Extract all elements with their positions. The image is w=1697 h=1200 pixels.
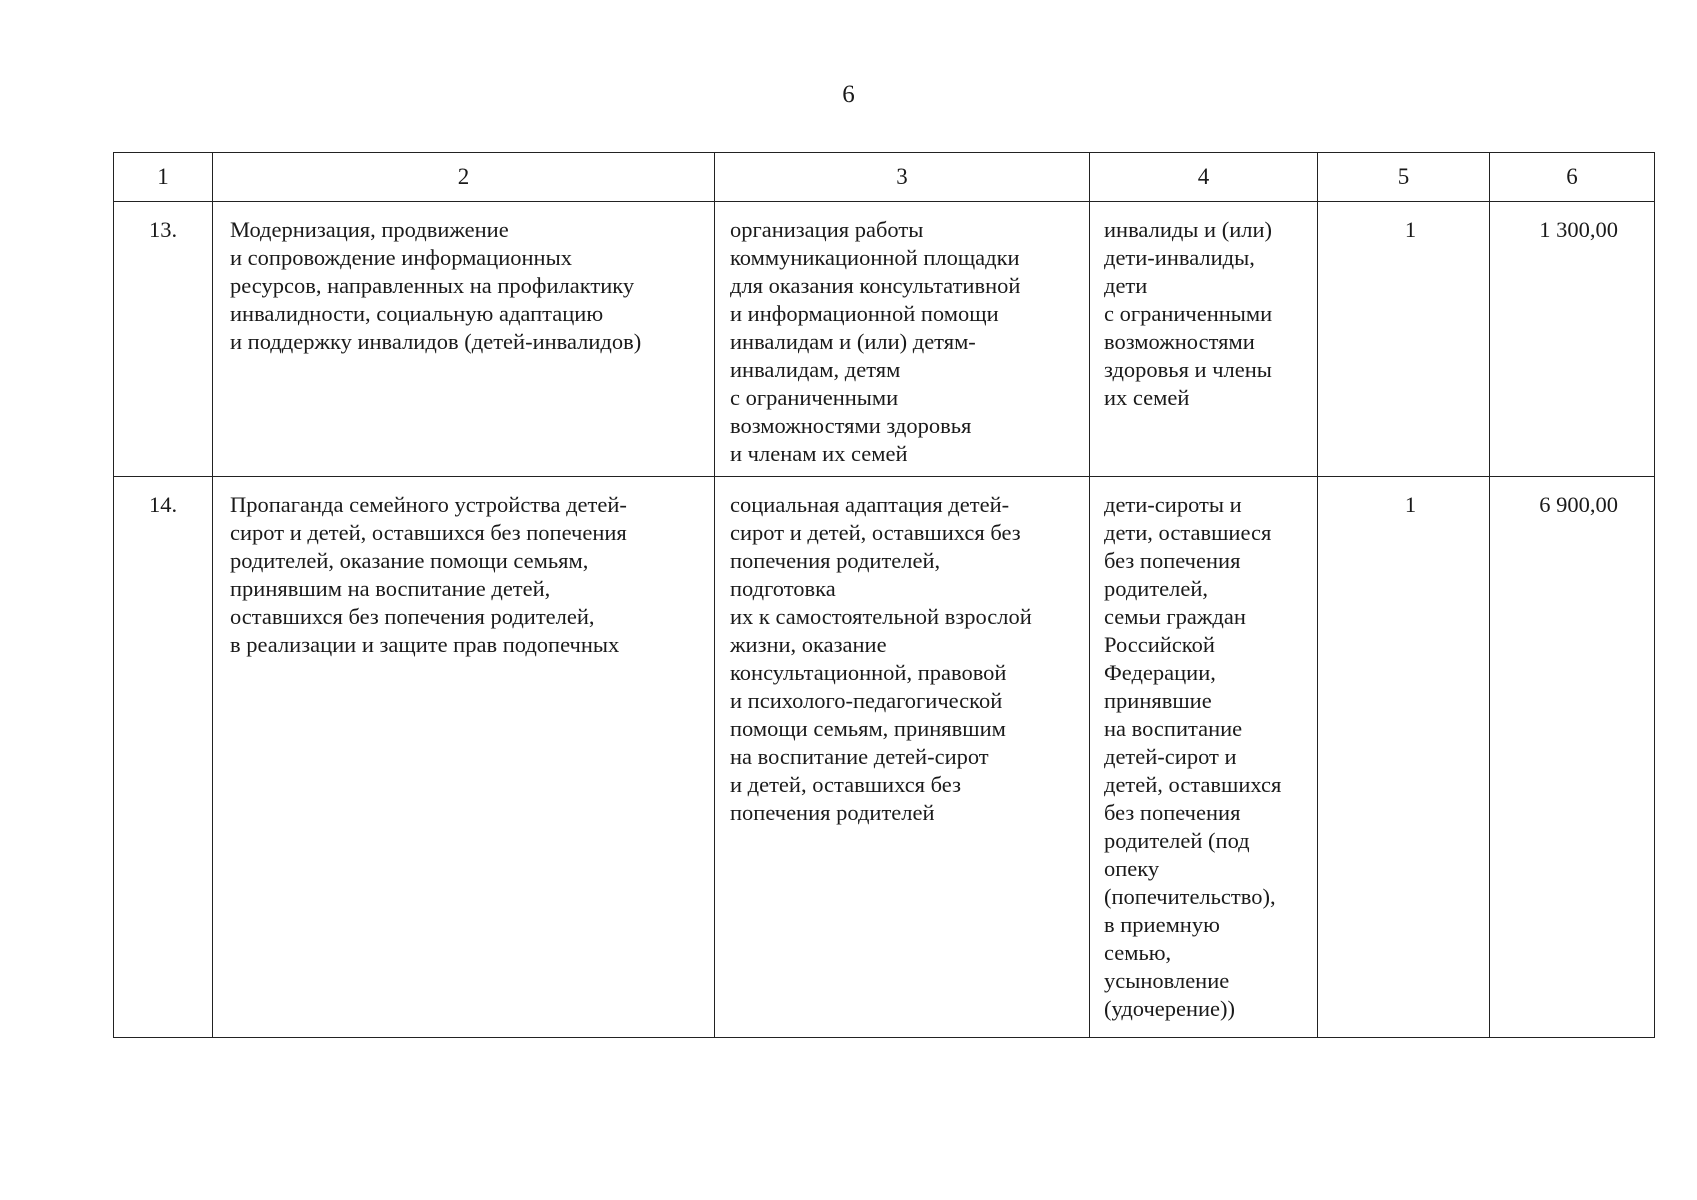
column-header: 4 xyxy=(1090,153,1318,202)
column-header: 3 xyxy=(715,153,1090,202)
column-header: 6 xyxy=(1490,153,1655,202)
table-header-row xyxy=(114,153,1655,202)
target-group-cell: дети-сироты и дети, оставшиеся без попечения родителей, семьи граждан Российской Федерации, принявшие на воспитание детей-сирот и детей, оставшихся без попечения родителей (под опеку (попечительство), в приемную семью, усыновление (удочерение)) xyxy=(1090,477,1318,1038)
table-row xyxy=(114,202,1655,477)
table-row xyxy=(114,477,1655,1038)
row-number-cell: 13. xyxy=(114,202,213,477)
count-cell: 1 xyxy=(1318,202,1490,477)
column-header: 1 xyxy=(114,153,213,202)
activity-content-cell: социальная адаптация детей- сирот и детей, оставшихся без попечения родителей, подготовка их к самостоятельной взрослой жизни, оказание консультационной, правовой и психолого-педагогической помощи семьям, принявшим на воспитание детей-сирот и детей, оставшихся без попечения родителей xyxy=(715,477,1090,1038)
column-header: 2 xyxy=(213,153,715,202)
activity-name-cell: Пропаганда семейного устройства детей- сирот и детей, оставшихся без попечения родителей, оказание помощи семьям, принявшим на воспитание детей, оставшихся без попечения родителей, в реализации и защите прав подопечных xyxy=(213,477,715,1038)
column-header: 5 xyxy=(1318,153,1490,202)
page-number: 6 xyxy=(842,81,855,108)
row-number-cell: 14. xyxy=(114,477,213,1038)
data-table xyxy=(113,152,1655,1038)
amount-cell: 6 900,00 xyxy=(1490,477,1655,1038)
target-group-cell: инвалиды и (или) дети-инвалиды, дети с ограниченными возможностями здоровья и члены их семей xyxy=(1090,202,1318,477)
amount-cell: 1 300,00 xyxy=(1490,202,1655,477)
activity-content-cell: организация работы коммуникационной площадки для оказания консультативной и информационной помощи инвалидам и (или) детям- инвалидам, детям с ограниченными возможностями здоровья и членам их семей xyxy=(715,202,1090,477)
count-cell: 1 xyxy=(1318,477,1490,1038)
activity-name-cell: Модернизация, продвижение и сопровождение информационных ресурсов, направленных на профилактику инвалидности, социальную адаптацию и поддержку инвалидов (детей-инвалидов) xyxy=(213,202,715,477)
